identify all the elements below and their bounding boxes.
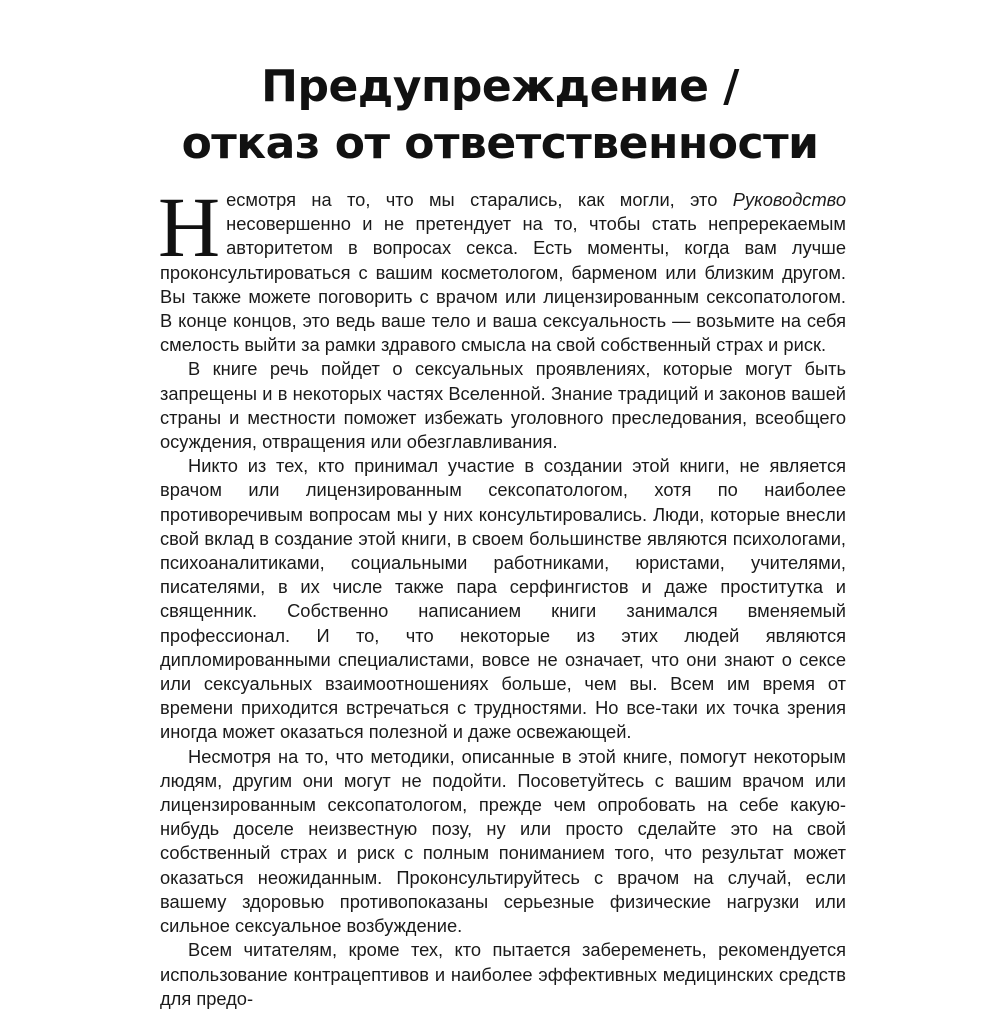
- paragraph-3: Никто из тех, кто принимал участие в создании этой книги, не является врачом или лицензированным сексопатологом, хотя по наиболее противоречивым вопросам мы у них консультировались. Люди, которые внесли свой вклад в создание этой книги, в своем большинстве являются психологами, психоаналитиками, социальными работниками, юристами, учителями, писателями, в их числе также пара серфингистов и даже проститутка и священник. Собственно написанием книги занимался вменяемый профессионал. И то, что некоторые из этих людей являются дипломированными специалистами, вовсе не означает, что они знают о сексе или сексуальных взаимоотношениях больше, чем вы. Всем им время от времени приходится встречаться с трудностями. Но все-таки их точка зрения иногда может оказаться полезной и даже освежающей.: [160, 455, 846, 743]
- body-text: [158, 179, 846, 1011]
- paragraph-1-italic-title: Руководство: [732, 189, 846, 210]
- page-title: [100, 58, 900, 172]
- title-line-2: отказ от ответственности: [181, 118, 819, 169]
- paragraph-1-text-before: есмотря на то, что мы старались, как могли, это: [226, 189, 733, 210]
- paragraph-1-text-after: несовершенно и не претендует на то, чтобы стать непререкаемым авторитетом в вопросах секса. Есть моменты, когда вам лучше проконсультироваться с вашим косметологом, барменом или близким другом. Вы также можете поговорить с врачом или лицензированным сексопатологом. В конце концов, это ведь ваше тело и ваша сексуальность — возьмите на себя смелость выйти за рамки здравого смысла на свой собственный страх и риск.: [160, 213, 846, 356]
- paragraph-5: Всем читателям, кроме тех, кто пытается забеременеть, рекомендуется использование контрацептивов и наиболее эффективных медицинских средств для предо-: [160, 939, 846, 1009]
- paragraph-2: В книге речь пойдет о сексуальных проявлениях, которые могут быть запрещены и в некоторых частях Вселенной. Знание традиций и законов вашей страны и местности поможет избежать уголовного преследования, всеобщего осуждения, отвращения или обезглавливания.: [160, 358, 846, 453]
- paragraph-1: [158, 179, 846, 357]
- drop-cap-letter: Н: [158, 179, 221, 275]
- title-line-1: Предупреждение /: [261, 61, 739, 112]
- paragraph-4: Несмотря на то, что методики, описанные в этой книге, помогут некоторым людям, другим они могут не подойти. Посоветуйтесь с вашим врачом или лицензированным сексопатологом, прежде чем опробовать на себе какую-нибудь доселе неизвестную позу, ну или просто сделайте это на свой собственный страх и риск с полным пониманием того, что результат может оказаться неожиданным. Проконсультируйтесь с врачом на случай, если вашему здоровью противопоказаны серьезные физические нагрузки или сильное сексуальное возбуждение.: [160, 745, 846, 937]
